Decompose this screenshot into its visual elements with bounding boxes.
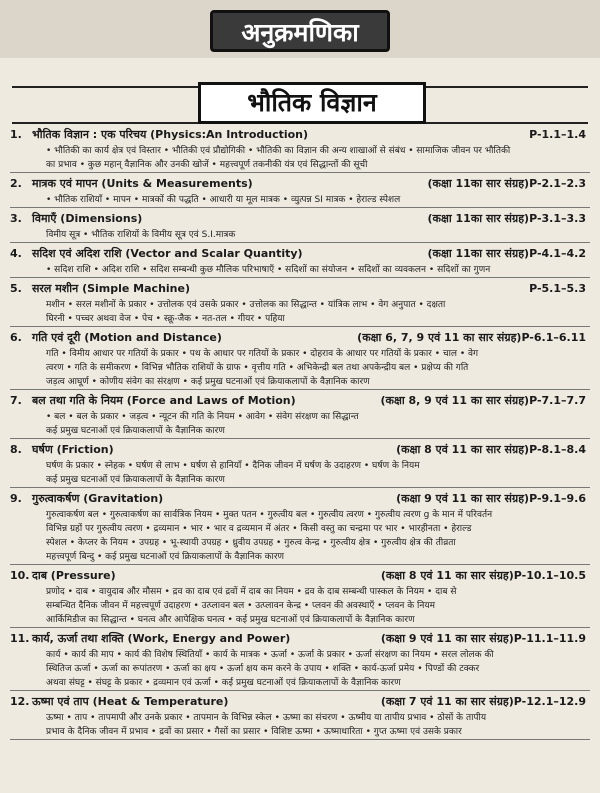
section-class-note: (कक्षा 9 एवं 11 का सार संग्रह): [380, 631, 514, 645]
section-topics-line: गति • विमीय आधार पर गतियों के प्रकार • पथ के आधार पर गतियों के प्रकार • दोहराव के आधार पर गतियों के प्रकार • चाल • वेग: [46, 349, 479, 359]
section-title: दाब (Pressure): [32, 568, 116, 582]
section-title: सदिश एवं अदिश राशि (Vector and Scalar Quantity): [32, 246, 303, 260]
toc-section: [10, 173, 590, 208]
section-topics-line: गुरुत्वाकर्षण बल • गुरुत्वाकर्षण का सार्वत्रिक नियम • मुक्त पतन • गुरुत्वीय बल • गुरुत्वीय त्वरण • गुरुत्वीय त्वरण g के मान में परिवर्तन: [46, 510, 493, 520]
section-topics-line: विभिन्न ग्रहों पर गुरुत्वीय त्वरण • द्रव्यमान • भार • भार व द्रव्यमान में अंतर • किसी वस्तु का चन्द्रमा पर भार • भारहीनता • हेराल्ड: [46, 524, 472, 534]
section-topics-line: महत्त्वपूर्ण बिन्दु • कई प्रमुख घटनाओं एवं क्रियाकलापों के वैज्ञानिक कारण: [46, 552, 285, 562]
toc-section: [10, 488, 590, 565]
section-pages: P-5.1–5.3: [529, 281, 586, 295]
section-pages: P-12.1–12.9: [513, 694, 586, 708]
section-number: 11.: [10, 631, 30, 645]
section-heading: [10, 278, 590, 298]
section-number: 6.: [10, 330, 22, 344]
section-heading: [10, 208, 590, 228]
toc-section: [10, 439, 590, 488]
toc-section: [10, 124, 590, 173]
section-class-note: (कक्षा 11का सार संग्रह): [427, 176, 530, 190]
section-topics-line: कई प्रमुख घटनाओं एवं क्रियाकलापों के वैज्ञानिक कारण: [46, 475, 225, 485]
section-topics-line: घर्षण के प्रकार • स्नेहक • घर्षण से लाभ • घर्षण से हानियाँ • दैनिक जीवन में घर्षण के उदाहरण • घर्षण के नियम: [46, 461, 420, 471]
section-title: घर्षण (Friction): [32, 442, 114, 456]
toc-section: [10, 390, 590, 439]
toc-section: [10, 208, 590, 243]
section-class-note: (कक्षा 9 एवं 11 का सार संग्रह): [396, 491, 530, 505]
section-heading: [10, 173, 590, 193]
section-topics-line: स्पेशल • केप्लर के नियम • उपग्रह • भू-स्थायी उपग्रह • ध्रुवीय उपग्रह • गुरुत्व केन्द्र • गुरुत्वीय क्षेत्र • गुरुत्वीय क्षेत्र की तीव्रता: [46, 538, 456, 548]
section-class-note: (कक्षा 6, 7, 9 एवं 11 का सार संग्रह): [357, 330, 522, 344]
section-heading: [10, 390, 590, 410]
section-number: 4.: [10, 246, 22, 260]
section-topics-line: जड़त्व आघूर्ण • कोणीय संवेग का संरक्षण • कई प्रमुख घटनाओं एवं क्रियाकलापों के वैज्ञानिक कारण: [46, 377, 370, 387]
section-topics-line: का प्रभाव • कुछ महान् वैज्ञानिक और उनकी खोजें • महत्त्वपूर्ण तकनीकी यंत्र एवं सिद्धान्तों की सूची: [46, 160, 368, 170]
section-heading: [10, 439, 590, 459]
section-pages: P-9.1–9.6: [529, 491, 586, 505]
section-pages: P-6.1–6.11: [521, 330, 586, 344]
section-number: 2.: [10, 176, 22, 190]
section-heading: [10, 327, 590, 347]
section-pages: P-1.1–1.4: [529, 127, 586, 141]
toc-section: [10, 278, 590, 327]
section-topics-line: कई प्रमुख घटनाओं एवं क्रियाकलापों के वैज्ञानिक कारण: [46, 426, 225, 436]
section-class-note: (कक्षा 8, 9 एवं 11 का सार संग्रह): [380, 393, 530, 407]
section-topics-line: स्थितिज ऊर्जा • ऊर्जा का रूपांतरण • ऊर्जा का क्षय • ऊर्जा क्षय कम करने के उपाय • शक्ति • कार्य-ऊर्जा प्रमेय • पिण्डों की टक्कर: [46, 664, 480, 674]
section-title: विमाएँ (Dimensions): [32, 211, 143, 225]
section-pages: P-7.1–7.7: [529, 393, 586, 407]
section-title: भौतिक विज्ञान : एक परिचय (Physics:An Introduction): [32, 127, 309, 141]
section-class-note: (कक्षा 11का सार संग्रह): [427, 211, 530, 225]
section-number: 8.: [10, 442, 22, 456]
section-title: मात्रक एवं मापन (Units & Measurements): [32, 176, 253, 190]
section-heading: [10, 691, 590, 711]
section-topics-line: प्रणोद • दाब • वायुदाब और मौसम • द्रव का दाब एवं द्रवों में दाब का नियम • द्रव के दाब सम्बन्धी पास्कल के नियम • दाब से: [46, 587, 457, 597]
subject-header-band: [12, 86, 588, 124]
section-topics-line: • सदिश राशि • अदिश राशि • सदिश सम्बन्धी कुछ मौलिक परिभाषाएँ • सदिशों का संयोजन • सदिशों का व्यवकलन • सदिशों का गुणन: [46, 265, 491, 275]
page-title: अनुक्रमणिका: [210, 10, 390, 52]
section-heading: [10, 628, 590, 648]
section-topics-line: • बल • बल के प्रकार • जड़त्व • न्यूटन की गति के नियम • आवेग • संवेग संरक्षण का सिद्धान्त: [46, 412, 359, 422]
section-topics-line: मशीन • सरल मशीनों के प्रकार • उत्तोलक एवं उसके प्रकार • उत्तोलक का सिद्धान्त • यांत्रिक लाभ • वेग अनुपात • दक्षता: [46, 300, 446, 310]
section-title: बल तथा गति के नियम (Force and Laws of Motion): [32, 393, 296, 407]
section-pages: P-10.1–10.5: [513, 568, 586, 582]
section-number: 1.: [10, 127, 22, 141]
toc-section: [10, 565, 590, 628]
toc-section: [10, 327, 590, 390]
section-title: गति एवं दूरी (Motion and Distance): [32, 330, 222, 344]
section-title: सरल मशीन (Simple Machine): [32, 281, 190, 295]
section-topics-line: प्रभाव के दैनिक जीवन में प्रभाव • द्रवों का प्रसार • गैसों का प्रसार • विशिष्ट ऊष्मा • ऊष्माधारिता • गुप्त ऊष्मा एवं उसके प्रकार: [46, 727, 462, 737]
section-title: ऊष्मा एवं ताप (Heat & Temperature): [32, 694, 229, 708]
section-number: 7.: [10, 393, 22, 407]
section-pages: P-11.1–11.9: [513, 631, 586, 645]
section-pages: P-2.1–2.3: [529, 176, 586, 190]
section-topics-line: अथवा संघट्ट • संघट्ट के प्रकार • द्रव्यमान एवं ऊर्जा • कई प्रमुख घटनाओं एवं क्रियाकलापों के वैज्ञानिक कारण: [46, 678, 401, 688]
section-number: 5.: [10, 281, 22, 295]
section-topics-line: विमीय सूत्र • भौतिक राशियों के विमीय सूत्र एवं S.I.मात्रक: [46, 230, 236, 240]
section-topics-line: त्वरण • गति के समीकरण • विभिन्न भौतिक राशियों के ग्राफ • वृत्तीय गति • अभिकेन्द्री बल तथा अपकेन्द्रीय बल • प्रक्षेप्य की गति: [46, 363, 469, 373]
section-topics-line: • भौतिकी का कार्य क्षेत्र एवं विस्तार • भौतिकी एवं प्रौद्योगिकी • भौतिकी का विज्ञान की अन्य शाखाओं से संबंध • सामाजिक जीवन पर भौतिकी: [46, 146, 511, 156]
section-number: 10.: [10, 568, 30, 582]
section-topics-line: घिरनी • पच्चर अथवा वेज • पेच • स्क्रू-जैक • नत-तल • गीयर • पहिया: [46, 314, 285, 324]
toc-section: [10, 243, 590, 278]
section-pages: P-3.1–3.3: [529, 211, 586, 225]
section-topics-line: ऊष्मा • ताप • तापमापी और उनके प्रकार • तापमान के विभिन्न स्केल • ऊष्मा का संचरण • ऊष्मीय या तापीय प्रभाव • ठोसों के तापीय: [46, 713, 487, 723]
section-class-note: (कक्षा 8 एवं 11 का सार संग्रह): [396, 442, 530, 456]
toc-section: [10, 628, 590, 691]
table-of-contents: [10, 124, 590, 740]
section-topics-line: • भौतिक राशियाँ • मापन • मात्रकों की पद्धति • आधारी या मूल मात्रक • व्युत्पन्न SI मात्रक • हेराल्ड स्पेशल: [46, 195, 401, 205]
section-number: 3.: [10, 211, 22, 225]
section-topics-line: आर्किमिडीज का सिद्धान्त • घनत्व और आपेक्षिक घनत्व • कई प्रमुख घटनाओं एवं क्रियाकलापों के वैज्ञानिक कारण: [46, 615, 415, 625]
section-class-note: (कक्षा 11का सार संग्रह): [427, 246, 530, 260]
section-heading: [10, 565, 590, 585]
section-title: कार्य, ऊर्जा तथा शक्ति (Work, Energy and Power): [32, 631, 291, 645]
top-header-band: [0, 0, 600, 58]
section-class-note: (कक्षा 8 एवं 11 का सार संग्रह): [380, 568, 514, 582]
section-heading: [10, 488, 590, 508]
section-number: 12.: [10, 694, 30, 708]
toc-section: [10, 691, 590, 740]
subject-title: भौतिक विज्ञान: [198, 82, 426, 124]
section-pages: P-4.1–4.2: [529, 246, 586, 260]
section-pages: P-8.1–8.4: [529, 442, 586, 456]
section-number: 9.: [10, 491, 22, 505]
section-class-note: (कक्षा 7 एवं 11 का सार संग्रह): [380, 694, 514, 708]
section-title: गुरुत्वाकर्षण (Gravitation): [32, 491, 164, 505]
section-topics-line: कार्य • कार्य की माप • कार्य की विशेष स्थितियाँ • कार्य के मात्रक • ऊर्जा • ऊर्जा के प्रकार • ऊर्जा संरक्षण का नियम • सरल लोलक की: [46, 650, 494, 660]
section-heading: [10, 124, 590, 144]
section-heading: [10, 243, 590, 263]
section-topics-line: सम्बन्धित दैनिक जीवन में महत्त्वपूर्ण उदाहरण • उत्प्लावन बल • उत्प्लावन केन्द्र • प्लवन की अवस्थाएँ • प्लवन के नियम: [46, 601, 435, 611]
